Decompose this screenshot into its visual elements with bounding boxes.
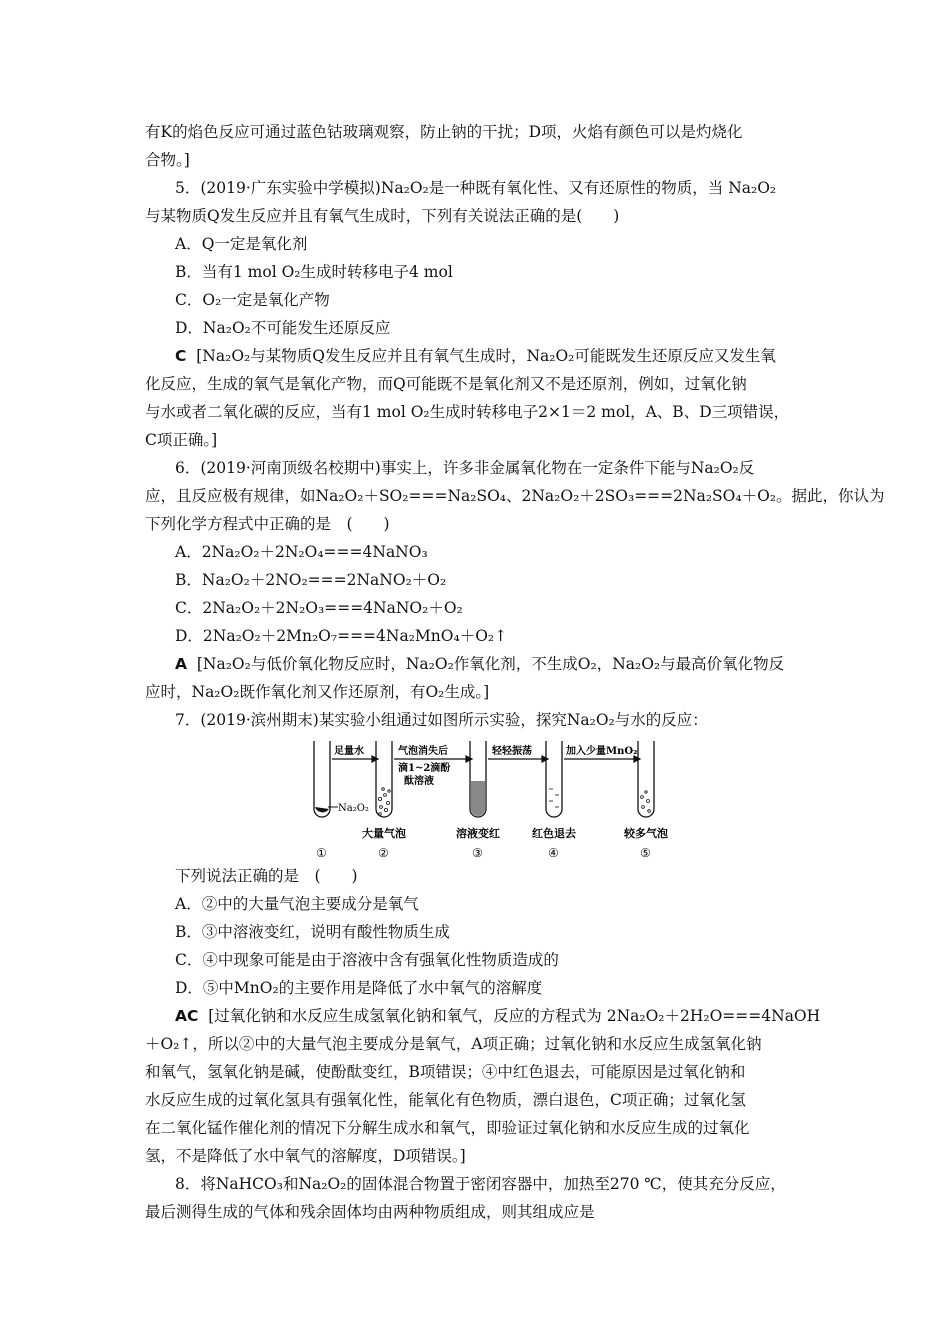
q7-answer-letter: AC [175, 1007, 199, 1025]
caption-2: 大量气泡 [362, 827, 406, 840]
arrow-3-label: 轻轻振荡 [492, 746, 532, 757]
q6-stem-line-1: 6．(2019·河南顶级名校期中)事实上，许多非金属氧化物在一定条件下能与Na₂O₂反 [175, 459, 755, 477]
arrow-2-label-2: 滴1~2滴酚 [398, 763, 451, 774]
bubbles-icon-5 [641, 791, 651, 813]
na2o2-label: Na₂O₂ [338, 803, 369, 814]
q8-stem-line-1: 8．将NaHCO₃和Na₂O₂的固体混合物置于密闭容器中，加热至270 ℃，使其充分反应， [175, 1175, 786, 1193]
q5-answer-line-3: 与水或者二氧化碳的反应，当有1 mol O₂生成时转移电子2×1＝2 mol，A、B、D三项错误， [145, 403, 790, 421]
q7-answer-line-4: 水反应生成的过氧化氢具有强氧化性，能氧化有色物质，漂白退色，C项正确；过氧化氢 [145, 1091, 746, 1109]
prev-answer-line-1: 有K的焰色反应可通过蓝色钴玻璃观察，防止钠的干扰；D项，火焰有颜色可以是灼烧化 [145, 123, 743, 141]
q6-option-c: C．2Na₂O₂＋2N₂O₃===4NaNO₂＋O₂ [175, 599, 463, 617]
q5-stem-line-1: 5．(2019·广东实验中学模拟)Na₂O₂是一种既有氧化性、又有还原性的物质，当 Na₂O₂ [175, 179, 777, 197]
q7-answer-line-1 [175, 1005, 840, 1027]
q5-option-a: A．Q一定是氧化剂 [175, 235, 308, 253]
q5-answer-text-1: [Na₂O₂与某物质Q发生反应并且有氧气生成时，Na₂O₂可能既发生还原反应又发生氧 [196, 347, 776, 365]
caption-4: 红色退去 [532, 827, 576, 840]
q7-answer-line-6: 氢，不是降低了水中氧气的溶解度，D项错误。] [145, 1147, 466, 1165]
q7-answer-text-1: [过氧化钠和水反应生成氢氧化钠和氧气，反应的方程式为 2Na₂O₂＋2H₂O===4NaOH [208, 1007, 821, 1025]
q6-answer-text-1: [Na₂O₂与低价氧化物反应时，Na₂O₂作氧化剂，不生成O₂，Na₂O₂与最高价氧化物反 [196, 655, 785, 673]
q6-stem-line-2: 应，且反应极有规律，如Na₂O₂＋SO₂===Na₂SO₄、2Na₂O₂＋2SO₃===2Na₂SO₄＋O₂。据此，你认为 [145, 487, 885, 505]
test-tube-1 [314, 741, 330, 817]
q6-option-d: D．2Na₂O₂＋2Mn₂O₇===4Na₂MnO₄＋O₂↑ [175, 627, 508, 645]
q5-option-d: D．Na₂O₂不可能发生还原反应 [175, 319, 391, 337]
q6-option-b: B．Na₂O₂＋2NO₂===2NaNO₂＋O₂ [175, 571, 447, 589]
q5-answer-letter: C [175, 347, 187, 365]
q6-answer-letter: A [175, 655, 187, 673]
red-solution-icon [471, 781, 485, 816]
test-tube-5 [638, 741, 654, 817]
q7-option-b: B．③中溶液变红，说明有酸性物质生成 [175, 923, 450, 941]
q5-option-b: B．当有1 mol O₂生成时转移电子4 mol [175, 263, 453, 281]
q8-stem-line-2: 最后测得生成的气体和残余固体均由两种物质组成，则其组成应是 [145, 1203, 595, 1221]
number-1: ① [316, 846, 327, 860]
arrow-1-label: 足量水 [334, 746, 364, 757]
q6-stem-line-3: 下列化学方程式中正确的是 ( ) [145, 515, 390, 533]
number-4: ④ [548, 846, 559, 860]
q7-option-a: A．②中的大量气泡主要成分是氧气 [175, 895, 419, 913]
number-5: ⑤ [640, 846, 651, 860]
liquid-lines-icon [549, 789, 559, 807]
prev-answer-line-2: 合物。] [145, 151, 190, 169]
arrow-2-label-3: 酞溶液 [404, 776, 434, 787]
bubbles-icon [378, 788, 390, 816]
q7-stem: 7．(2019·滨州期末)某实验小组通过如图所示实验，探究Na₂O₂与水的反应： [175, 711, 708, 729]
test-tube-2 [376, 741, 392, 817]
experiment-figure [300, 737, 680, 862]
q5-option-c: C．O₂一定是氧化产物 [175, 291, 330, 309]
arrow-4-label: 加入少量MnO₂ [566, 746, 638, 757]
q7-option-d: D．⑤中MnO₂的主要作用是降低了水中氧气的溶解度 [175, 979, 543, 997]
test-tube-4 [546, 741, 562, 817]
q7-answer-line-5: 在二氧化锰作催化剂的情况下分解生成水和氧气，即验证过氧化钠和水反应生成的过氧化 [145, 1119, 750, 1137]
q7-option-c: C．④中现象可能是由于溶液中含有强氧化性物质造成的 [175, 951, 559, 969]
na2o2-solid-icon [315, 807, 329, 812]
q6-answer-line-2: 应时，Na₂O₂既作氧化剂又作还原剂，有O₂生成。] [145, 683, 490, 701]
caption-3: 溶液变红 [456, 827, 500, 840]
q5-stem-line-2: 与某物质Q发生反应并且有氧气生成时，下列有关说法正确的是( ) [145, 207, 620, 225]
q5-answer-line-1 [175, 345, 840, 367]
q6-option-a: A．2Na₂O₂＋2N₂O₄===4NaNO₃ [175, 543, 428, 561]
caption-5: 较多气泡 [624, 827, 668, 840]
arrow-2-label-1: 气泡消失后 [398, 746, 448, 757]
q5-answer-line-4: C项正确。] [145, 431, 218, 449]
q6-answer-line-1 [175, 653, 840, 675]
q7-answer-line-3: 和氧气，氢氧化钠是碱，使酚酞变红，B项错误；④中红色退去，可能原因是过氧化钠和 [145, 1063, 746, 1081]
number-3: ③ [472, 846, 483, 860]
number-2: ② [378, 846, 389, 860]
q7-answer-line-2: ＋O₂↑，所以②中的大量气泡主要成分是氧气，A项正确；过氧化钠和水反应生成氢氧化钠 [145, 1035, 762, 1053]
q7-prompt: 下列说法正确的是 ( ) [175, 867, 358, 885]
q5-answer-line-2: 化反应，生成的氧气是氧化产物，而Q可能既不是氧化剂又不是还原剂，例如，过氧化钠 [145, 375, 747, 393]
